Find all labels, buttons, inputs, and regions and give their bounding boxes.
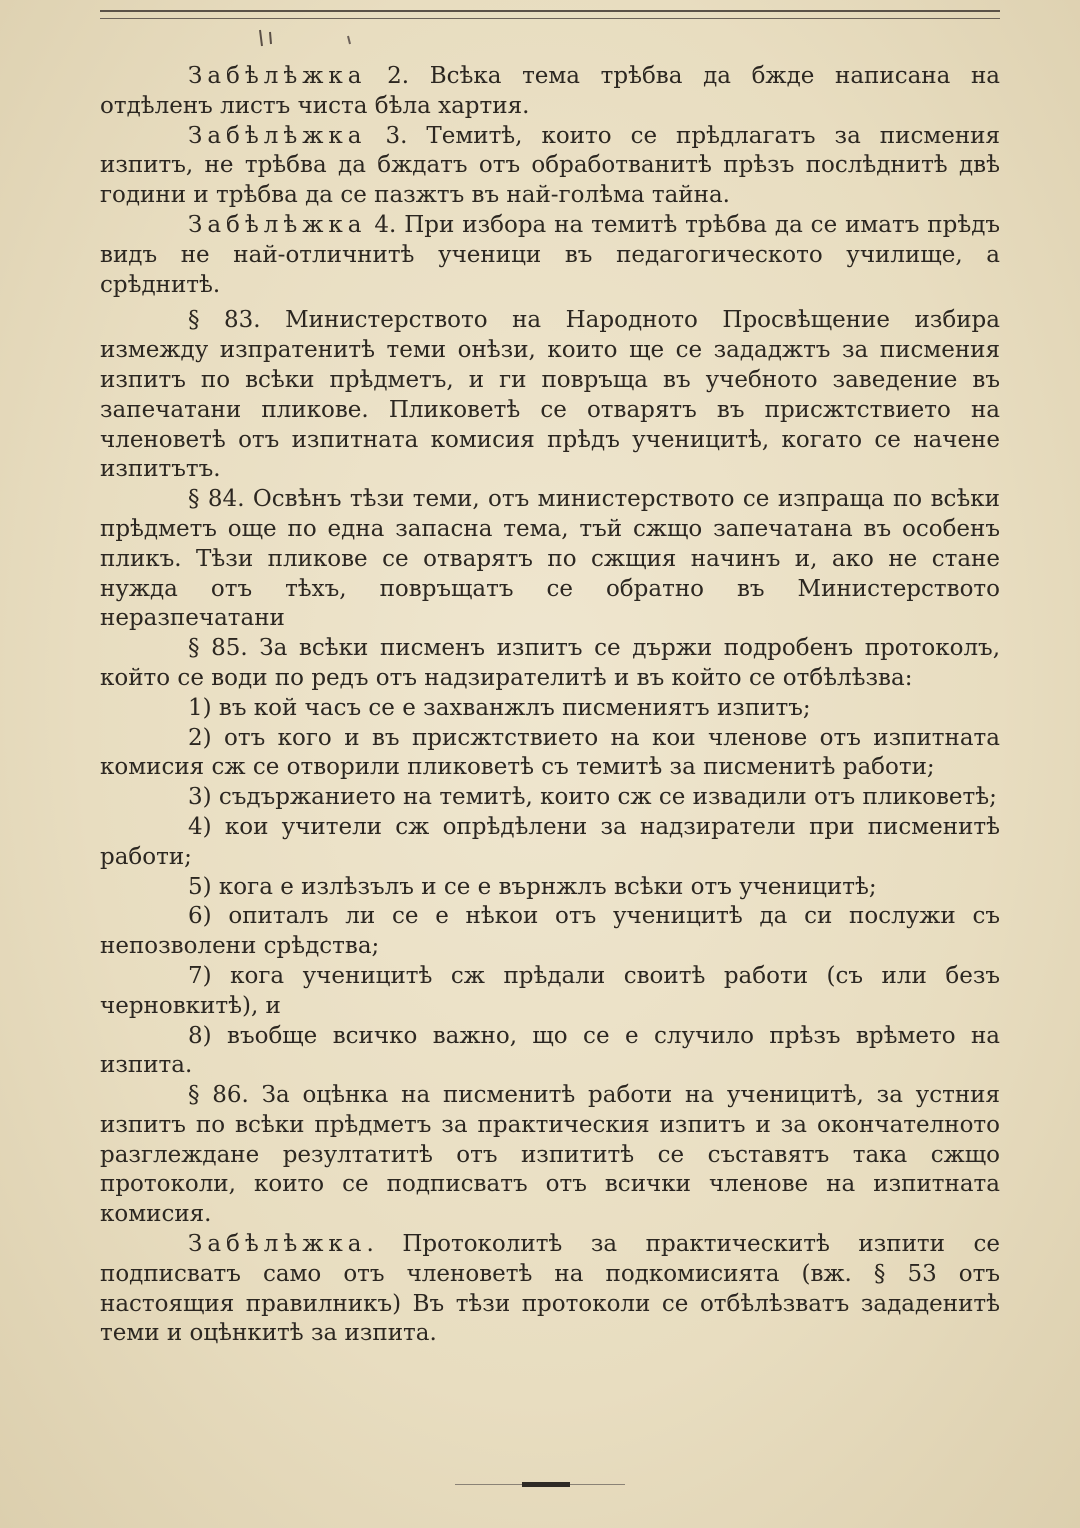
note-label: Забѣлѣжка [188,63,367,89]
section-86: § 86. За оцѣнка на писменитѣ работи на ученицитѣ, за устния изпитъ по всѣки прѣдметъ за практическия изпитъ и за окончателното разглеждане резултатитѣ отъ изпититѣ се съставятъ така сжщо протоколи, които се подписватъ отъ всички членове на изпитната комисия. [100,1082,1000,1228]
note-4 [100,211,1000,300]
list-item: 3) съдържанието на темитѣ, които сж се извадили отъ пликоветѣ; [188,784,997,811]
list-item: 7) кога ученицитѣ сж прѣдали своитѣ работи (съ или безъ черновкитѣ), и [100,962,1000,1019]
section-83: § 83. Министерството на Народното Просвѣщение избира измежду изпратенитѣ теми онѣзи, които ще се зададжтъ за писмения изпитъ по всѣки прѣдметъ, и ги повръща въ учебното заведение въ запечатани пликове. Пликоветѣ се отварятъ въ присжтствието на членоветѣ отъ изпитната комисия прѣдъ ученицитѣ, когато се начене изпитътъ. [100,307,1000,483]
bottom-ornament [522,1482,570,1487]
note-text: 2. Всѣка тема трѣбва да бжде написана на отдѣленъ листъ чиста бѣла хартия. [100,63,1000,119]
top-rule [100,10,1000,12]
list-item: 2) отъ кого и въ присжтствието на кои членове отъ изпитната комисия сж се отворили пликоветѣ съ темитѣ за писменитѣ работи; [100,724,1000,781]
list-item: 5) кога е излѣзълъ и се е върнжлъ всѣки отъ ученицитѣ; [188,873,877,900]
note-label: Забѣлѣжка [188,122,367,149]
note-text: 4. При избора на темитѣ трѣбва да се иматъ прѣдъ видъ не най-отличнитѣ ученици въ педагогическото училище, а срѣднитѣ. [100,211,1000,298]
final-note [100,1230,1000,1349]
note-3 [100,122,1000,211]
note-2 [100,62,1000,122]
list-item: 1) въ кой часъ се е захванжлъ писмениятъ изпитъ; [188,694,811,721]
note-text: . Протоколитѣ за практическитѣ изпити се подписватъ само отъ членоветѣ на подкомисията (вж. § 53 отъ настоящия правилникъ) Въ тѣзи протоколи се отбѣлѣзватъ зададенитѣ теми и оцѣнкитѣ за изпита. [100,1231,1000,1347]
top-rule-thin [100,18,1000,19]
note-label: Забѣлѣжка [188,1231,367,1258]
section-85: § 85. За всѣки писменъ изпитъ се държи подробенъ протоколъ, който се води по редъ отъ надзирателитѣ и въ който се отбѣлѣзва: [100,635,1000,691]
list-item: 4) кои учители сж опрѣдѣлени за надзиратели при писменитѣ работи; [100,813,1000,870]
list-item: 6) опиталъ ли се е нѣкои отъ ученицитѣ да си послужи съ непозволени срѣдства; [100,903,1000,960]
document-body [100,62,1000,1349]
note-label: Забѣлѣжка [188,211,367,238]
section-84: § 84. Освѣнъ тѣзи теми, отъ министерството се изпраща по всѣки прѣдметъ още по една запасна тема, тъй сжщо запечатана въ особенъ пликъ. Тѣзи пликове се отварятъ по сжщия начинъ и, ако не стане нужда отъ тѣхъ, повръщатъ се обратно въ Министерството неразпечатани [100,486,1000,632]
note-text: 3. Темитѣ, които се прѣдлагатъ за писмения изпитъ, не трѣбва да бждатъ отъ обработванитѣ прѣзъ послѣднитѣ двѣ години и трѣбва да се пазжтъ въ най-голѣма тайна. [100,122,1000,209]
ink-marks [256,24,366,50]
list-item: 8) въобще всичко важно, що се е случило прѣзъ врѣмето на изпита. [100,1022,1000,1079]
